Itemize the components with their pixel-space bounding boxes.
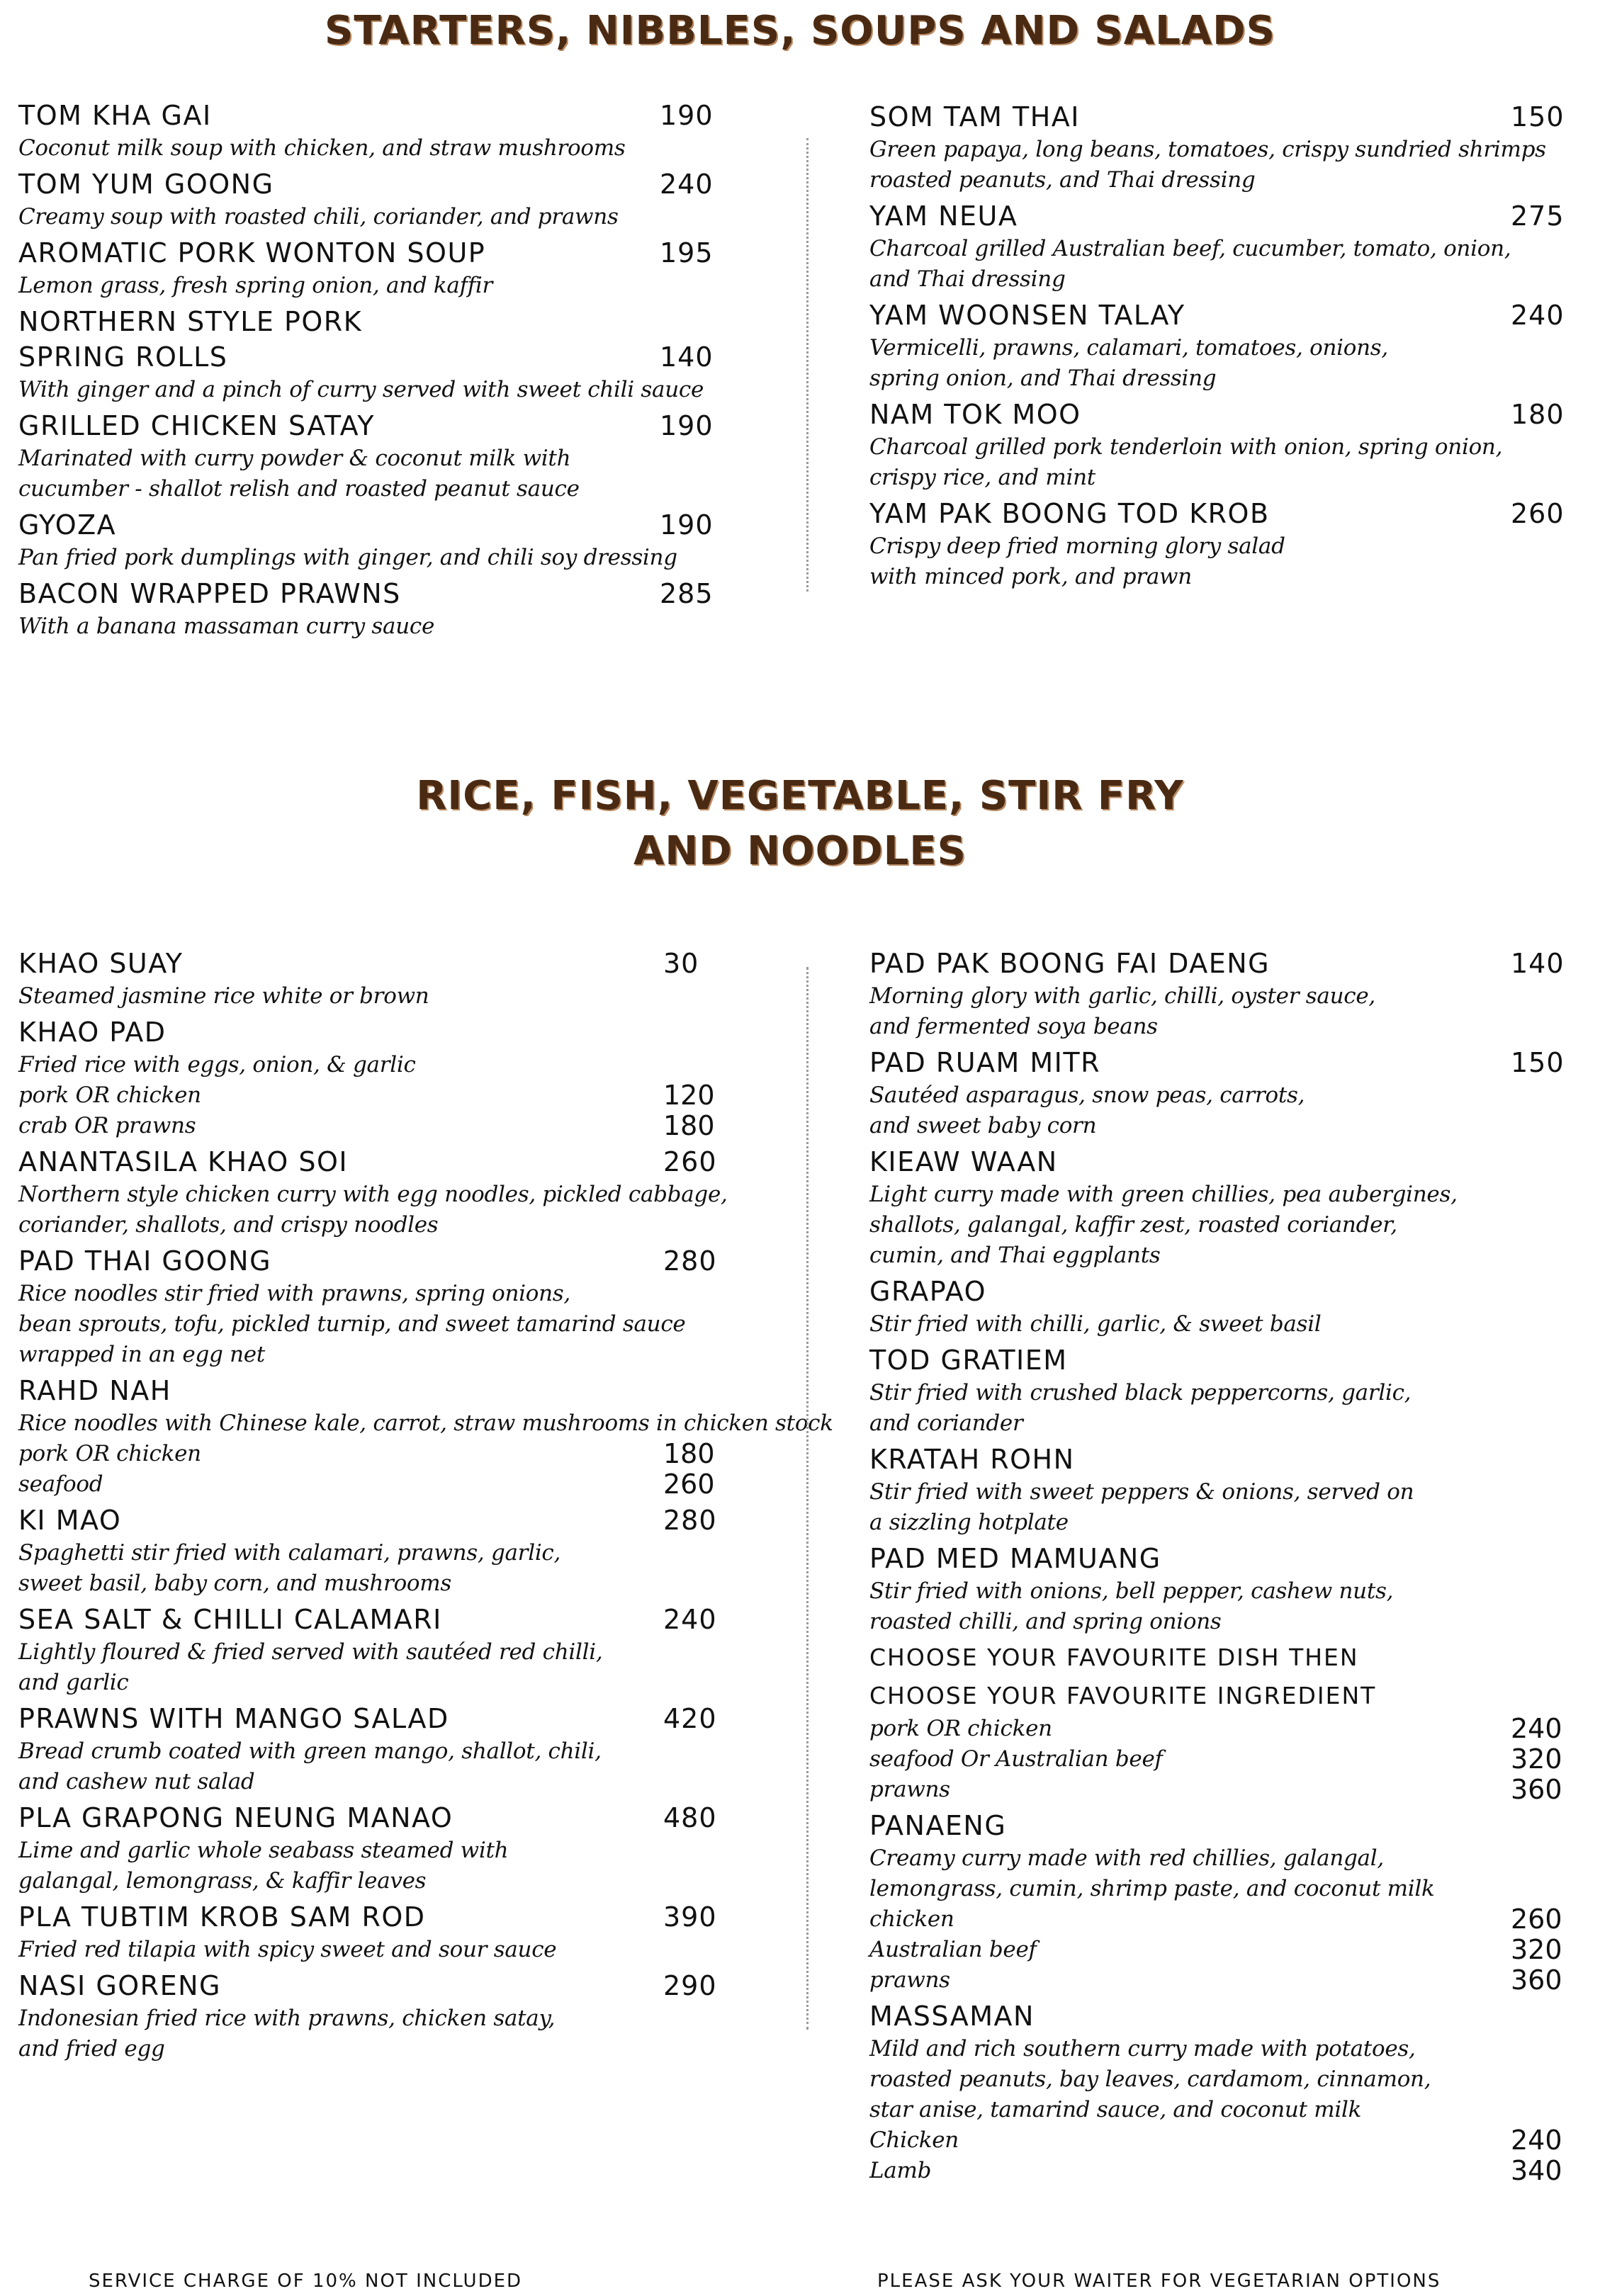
dish-description: crispy rice, and mint: [869, 465, 1095, 490]
menu-item: [18, 1899, 798, 1965]
dish-description: Light curry made with green chillies, pea aubergines,: [869, 1182, 1458, 1207]
dish-description: coriander, shallots, and crispy noodles: [18, 1212, 439, 1238]
menu-item-header-cont: [18, 339, 727, 375]
dish-price: 140: [1511, 948, 1565, 979]
option-price: 180: [663, 1110, 715, 1141]
dish-description: Crispy deep fried morning glory salad: [869, 533, 1285, 559]
dish-description: sweet basil, baby corn, and mushrooms: [18, 1571, 452, 1596]
dish-price: 190: [660, 410, 714, 441]
option-price: 360: [1511, 1964, 1562, 1996]
menu-item: [18, 1373, 833, 1500]
dish-name: PLA GRAPONG NEUNG MANAO: [18, 1802, 453, 1833]
price-option: [18, 1111, 798, 1141]
option-label: prawns: [869, 1967, 950, 1993]
dish-name: PRAWNS WITH MANGO SALAD: [18, 1703, 449, 1734]
menu-item: [869, 1808, 1585, 1996]
dish-description: and coriander: [869, 1410, 1023, 1436]
menu-item-header: [869, 496, 1585, 531]
option-label: seafood Or Australian beef: [869, 1746, 1163, 1772]
dish-name: SOM TAM THAI: [869, 101, 1081, 132]
dish-name: BACON WRAPPED PRAWNS: [18, 578, 401, 609]
menu-item: [18, 1144, 798, 1240]
menu-item: [869, 1274, 1585, 1340]
dish-description: a sizzling hotplate: [869, 1510, 1069, 1535]
menu-item-header: [18, 1899, 798, 1935]
price-option: [869, 2125, 1585, 2156]
dish-description: Spaghetti stir fried with calamari, prawns, garlic,: [18, 1540, 561, 1566]
price-option: [18, 1469, 798, 1500]
option-price: 320: [1511, 1743, 1562, 1775]
dish-description: Stir fried with sweet peppers & onions, served on: [869, 1479, 1414, 1505]
dish-price: 240: [660, 169, 714, 200]
dish-name: NORTHERN STYLE PORK: [18, 306, 363, 337]
dish-description: Fried rice with eggs, onion, & garlic: [18, 1052, 416, 1078]
menu-item-header: [869, 99, 1585, 135]
price-option: [869, 1775, 1585, 1805]
menu-item: [869, 1442, 1585, 1538]
option-price: 240: [1511, 2125, 1562, 2156]
menu-item: [18, 235, 727, 301]
dish-description: cumin, and Thai eggplants: [869, 1243, 1161, 1268]
menu-item-header: [869, 1678, 1585, 1714]
dish-name: CHOOSE YOUR FAVOURITE DISH THEN: [869, 1644, 1359, 1671]
price-option: [869, 1965, 1585, 1996]
option-label: pork OR chicken: [869, 1716, 1052, 1741]
menu-item-header: [869, 1442, 1585, 1477]
dish-description: Lightly floured & fried served with sautéed red chilli,: [18, 1639, 603, 1665]
dish-description: Indonesian fried rice with prawns, chicken satay,: [18, 2006, 556, 2031]
dish-name: TOD GRATIEM: [869, 1345, 1068, 1376]
option-label: crab OR prawns: [18, 1113, 196, 1138]
dish-name: PAD THAI GOONG: [18, 1245, 272, 1277]
dish-description: roasted peanuts, bay leaves, cardamom, cinnamon,: [869, 2066, 1431, 2092]
dish-description: galangal, lemongrass, & kaffir leaves: [18, 1868, 427, 1894]
menu-item-header: [18, 1014, 798, 1050]
menu-item: [18, 1800, 798, 1896]
option-price: 260: [1511, 1904, 1562, 1935]
dish-name: KI MAO: [18, 1505, 122, 1536]
price-option: [869, 1714, 1585, 1744]
dish-price: 280: [663, 1505, 717, 1536]
dish-name: GYOZA: [18, 509, 117, 541]
dish-name: MASSAMAN: [869, 2001, 1035, 2032]
dish-description: and fermented soya beans: [869, 1014, 1158, 1039]
menu-item-header: [18, 1602, 798, 1637]
dish-description: and garlic: [18, 1670, 129, 1695]
menu-item: [869, 1678, 1585, 1805]
starters-left-column: [18, 98, 727, 645]
dish-price: 420: [663, 1703, 717, 1734]
option-price: 240: [1511, 1713, 1562, 1744]
price-option: [869, 1935, 1585, 1965]
dish-name: ANANTASILA KHAO SOI: [18, 1146, 349, 1177]
option-label: Lamb: [869, 2158, 932, 2183]
option-label: pork OR chicken: [18, 1441, 201, 1466]
menu-item: [18, 166, 727, 232]
dish-name: PAD MED MAMUANG: [869, 1543, 1161, 1574]
dish-price: 480: [663, 1802, 717, 1833]
menu-item-header: [869, 298, 1585, 333]
menu-item-header: [869, 397, 1585, 432]
menu-item: [869, 946, 1585, 1042]
dish-description: spring onion, and Thai dressing: [869, 366, 1217, 391]
menu-item-header: [18, 1243, 798, 1279]
menu-item-header: [869, 1640, 1585, 1675]
menu-item: [869, 1342, 1585, 1439]
dish-description: Steamed jasmine rice white or brown: [18, 983, 429, 1009]
dish-price: 190: [660, 100, 714, 131]
dish-description: Morning glory with garlic, chilli, oyster sauce,: [869, 983, 1375, 1009]
dish-description: Charcoal grilled pork tenderloin with onion, spring onion,: [869, 434, 1503, 460]
column-divider: [806, 138, 809, 592]
menu-item-header: [18, 1144, 798, 1180]
menu-item-header: [18, 1373, 798, 1408]
menu-item: [18, 1503, 798, 1599]
dish-price: 280: [663, 1245, 717, 1277]
menu-item: [869, 1640, 1585, 1675]
section-title-noodles: AND NOODLES: [633, 828, 967, 874]
menu-item: [869, 1998, 1585, 2186]
menu-item-header: [18, 946, 798, 981]
menu-item-header: [869, 1274, 1585, 1309]
dish-name: KRATAH ROHN: [869, 1444, 1075, 1475]
section-title-rice: RICE, FISH, VEGETABLE, STIR FRY: [416, 773, 1184, 819]
price-option: [869, 1744, 1585, 1775]
dish-description: Green papaya, long beans, tomatoes, crispy sundried shrimps: [869, 137, 1546, 162]
menu-item-header: [869, 1342, 1585, 1378]
menu-item: [869, 1144, 1585, 1271]
dish-name: TOM YUM GOONG: [18, 169, 274, 200]
menu-item-header: [18, 507, 727, 543]
dish-name: AROMATIC PORK WONTON SOUP: [18, 237, 486, 268]
dish-price: 260: [663, 1146, 717, 1177]
dish-price: 150: [1511, 101, 1565, 132]
menu-item-header: [869, 198, 1585, 234]
option-label: prawns: [869, 1777, 950, 1802]
option-price: 360: [1511, 1774, 1562, 1805]
option-label: seafood: [18, 1471, 103, 1497]
menu-item-header: [18, 1701, 798, 1736]
dish-name-line2: SPRING ROLLS: [18, 341, 228, 373]
dish-description: Lemon grass, fresh spring onion, and kaffir: [18, 273, 493, 298]
dish-name: NAM TOK MOO: [869, 399, 1081, 430]
menu-item-header: [869, 1144, 1585, 1180]
menu-item-header: [18, 304, 727, 339]
mains-right-column: [869, 946, 1585, 2189]
dish-description: with minced pork, and prawn: [869, 564, 1192, 589]
dish-description: Sautéed asparagus, snow peas, carrots,: [869, 1082, 1305, 1108]
menu-item: [869, 298, 1585, 394]
dish-name: PAD PAK BOONG FAI DAENG: [869, 948, 1271, 979]
dish-price: 290: [663, 1970, 717, 2001]
dish-description: Marinated with curry powder & coconut milk with: [18, 446, 571, 471]
menu-item: [18, 1701, 798, 1797]
price-option: [869, 2156, 1585, 2186]
dish-description: With a banana massaman curry sauce: [18, 613, 434, 639]
dish-name: YAM NEUA: [869, 200, 1018, 232]
dish-name: SEA SALT & CHILLI CALAMARI: [18, 1604, 442, 1635]
dish-description: and sweet baby corn: [869, 1113, 1097, 1138]
dish-description: With ginger and a pinch of curry served with sweet chili sauce: [18, 377, 704, 402]
dish-description: Creamy soup with roasted chili, coriander, and prawns: [18, 204, 619, 230]
dish-description: cucumber - shallot relish and roasted peanut sauce: [18, 476, 580, 502]
menu-item: [869, 397, 1585, 493]
dish-price: 390: [663, 1901, 717, 1933]
vegetarian-note: PLEASE ASK YOUR WAITER FOR VEGETARIAN OPTIONS: [877, 2270, 1441, 2292]
dish-description: wrapped in an egg net: [18, 1342, 265, 1367]
dish-name: PAD RUAM MITR: [869, 1047, 1101, 1078]
menu-item: [18, 1602, 798, 1698]
dish-name: TOM KHA GAI: [18, 100, 212, 131]
menu-item-header: [869, 1541, 1585, 1576]
menu-item: [869, 1541, 1585, 1637]
dish-description: Northern style chicken curry with egg noodles, pickled cabbage,: [18, 1182, 728, 1207]
dish-description: and cashew nut salad: [18, 1769, 255, 1794]
dish-price: 150: [1511, 1047, 1565, 1078]
menu-item: [18, 1014, 798, 1141]
dish-name: YAM PAK BOONG TOD KROB: [869, 498, 1270, 529]
menu-item-header: [18, 98, 727, 133]
dish-price: 275: [1511, 200, 1565, 232]
menu-item: [869, 198, 1585, 295]
dish-price: 190: [660, 509, 714, 541]
dish-price: 180: [1511, 399, 1565, 430]
menu-item: [18, 304, 727, 405]
menu-item-header: [18, 166, 727, 202]
dish-description: Pan fried pork dumplings with ginger, and chili soy dressing: [18, 545, 677, 570]
menu-item: [18, 1243, 798, 1370]
dish-description: Stir fried with chilli, garlic, & sweet basil: [869, 1311, 1322, 1337]
dish-description: Bread crumb coated with green mango, shallot, chili,: [18, 1738, 602, 1764]
dish-price: 240: [663, 1604, 717, 1635]
dish-name: YAM WOONSEN TALAY: [869, 300, 1185, 331]
menu-item-header: [18, 1800, 798, 1836]
menu-item-header: [18, 1503, 798, 1538]
price-option: [18, 1439, 798, 1469]
dish-description: Coconut milk soup with chicken, and straw mushrooms: [18, 135, 626, 161]
option-label: Chicken: [869, 2127, 959, 2153]
service-charge-note: SERVICE CHARGE OF 10% NOT INCLUDED: [89, 2270, 523, 2292]
dish-price: 240: [1511, 300, 1565, 331]
dish-price: 30: [663, 948, 699, 979]
dish-description: roasted peanuts, and Thai dressing: [869, 167, 1256, 193]
dish-description: and fried egg: [18, 2036, 165, 2062]
dish-name: KHAO SUAY: [18, 948, 184, 979]
menu-item-header: [18, 576, 727, 611]
option-price: 340: [1511, 2155, 1562, 2186]
dish-description: Lime and garlic whole seabass steamed with: [18, 1838, 509, 1863]
dish-description: Fried red tilapia with spicy sweet and sour sauce: [18, 1937, 557, 1962]
menu-item-header: [869, 1808, 1585, 1843]
dish-name: GRAPAO: [869, 1276, 987, 1307]
dish-name: KIEAW WAAN: [869, 1146, 1058, 1177]
option-label: pork OR chicken: [18, 1082, 201, 1108]
dish-description: Vermicelli, prawns, calamari, tomatoes, onions,: [869, 335, 1388, 361]
dish-name: KHAO PAD: [18, 1017, 167, 1048]
menu-item: [869, 496, 1585, 592]
dish-name: GRILLED CHICKEN SATAY: [18, 410, 375, 441]
menu-item-header: [18, 235, 727, 271]
starters-right-column: [869, 99, 1585, 595]
dish-description: lemongrass, cumin, shrimp paste, and coconut milk: [869, 1876, 1435, 1901]
dish-description: roasted chilli, and spring onions: [869, 1609, 1222, 1634]
menu-item-header: [18, 1968, 798, 2003]
dish-description: bean sprouts, tofu, pickled turnip, and sweet tamarind sauce: [18, 1311, 686, 1337]
menu-item: [18, 946, 798, 1012]
option-label: chicken: [869, 1906, 954, 1932]
menu-item: [18, 576, 727, 642]
dish-description: Rice noodles with Chinese kale, carrot, straw mushrooms in chicken stock: [18, 1410, 833, 1436]
dish-name: PANAENG: [869, 1810, 1007, 1841]
dish-price: 140: [660, 341, 714, 373]
dish-description: Charcoal grilled Australian beef, cucumber, tomato, onion,: [869, 236, 1511, 261]
dish-description: star anise, tamarind sauce, and coconut milk: [869, 2097, 1362, 2122]
dish-description: and Thai dressing: [869, 266, 1066, 292]
section-title-starters: STARTERS, NIBBLES, SOUPS AND SALADS: [325, 8, 1275, 54]
column-divider: [806, 967, 809, 2030]
option-price: 320: [1511, 1934, 1562, 1965]
option-label: Australian beef: [869, 1937, 1037, 1962]
mains-left-column: [18, 946, 833, 2067]
menu-item: [18, 408, 727, 504]
menu-item-header: [869, 1998, 1585, 2034]
dish-price: 195: [660, 237, 714, 268]
dish-price: 285: [660, 578, 714, 609]
option-price: 180: [663, 1438, 715, 1469]
dish-description: Rice noodles stir fried with prawns, spring onions,: [18, 1281, 570, 1306]
menu-item-header: [869, 946, 1585, 981]
menu-item: [18, 1968, 798, 2064]
price-option: [869, 1904, 1585, 1935]
option-price: 260: [663, 1469, 715, 1500]
menu-item-header: [18, 408, 727, 443]
menu-item: [18, 507, 727, 573]
dish-description: Creamy curry made with red chillies, galangal,: [869, 1845, 1384, 1871]
dish-description: Stir fried with crushed black peppercorns, garlic,: [869, 1380, 1412, 1406]
dish-description: shallots, galangal, kaffir zest, roasted coriander,: [869, 1212, 1397, 1238]
dish-name: CHOOSE YOUR FAVOURITE INGREDIENT: [869, 1682, 1377, 1709]
menu-item: [869, 1045, 1585, 1141]
dish-description: Stir fried with onions, bell pepper, cashew nuts,: [869, 1578, 1394, 1604]
price-option: [18, 1080, 798, 1111]
option-price: 120: [663, 1080, 715, 1111]
menu-item: [869, 99, 1585, 196]
dish-name: PLA TUBTIM KROB SAM ROD: [18, 1901, 426, 1933]
dish-name: RAHD NAH: [18, 1375, 171, 1406]
dish-name: NASI GORENG: [18, 1970, 221, 2001]
menu-item: [18, 98, 727, 164]
dish-description: Mild and rich southern curry made with potatoes,: [869, 2036, 1416, 2062]
menu-item-header: [869, 1045, 1585, 1080]
dish-price: 260: [1511, 498, 1565, 529]
